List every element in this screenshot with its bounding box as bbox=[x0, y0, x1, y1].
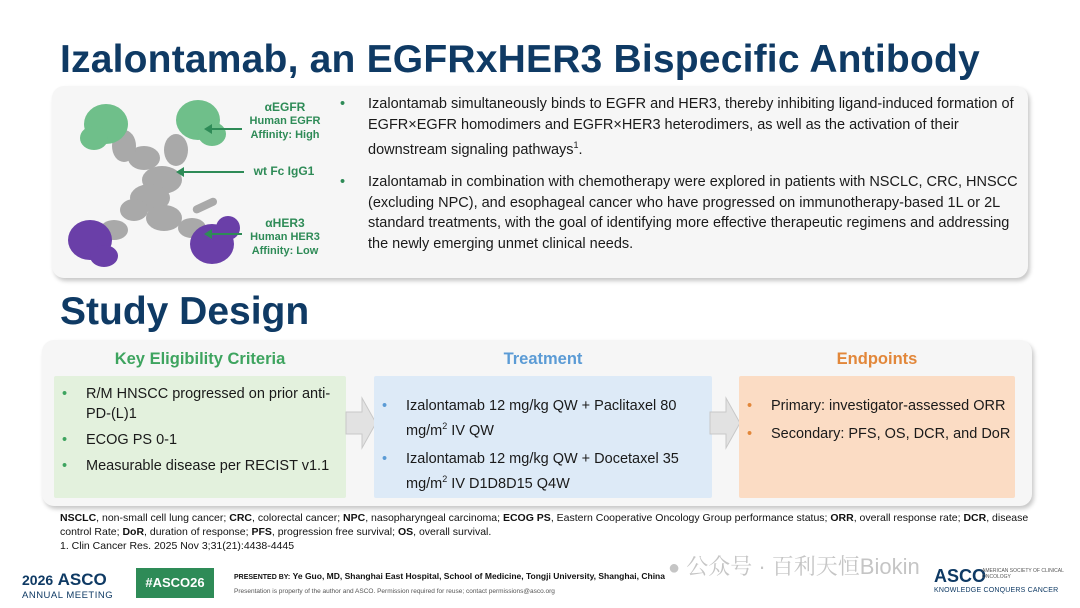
endpoint-item: • Secondary: PFS, OS, DCR, and DoR bbox=[747, 426, 1011, 442]
asco-logo-text: ASCO bbox=[934, 566, 987, 586]
endpoints-panel bbox=[739, 376, 1015, 498]
intro-bullet-text: Izalontamab in combination with chemotherapy were explored in patients with NSCLC, CRC, HNSCC (excluding NPC), and esophageal cancer who have progressed on immunotherapy-based 1L or 2L standard treatments, with the goal of identifying more effective therapeutic regimens and addressing the newly emerging unmet clinical needs. bbox=[368, 174, 1018, 252]
intro-bullets bbox=[340, 94, 1020, 266]
fc-arrow bbox=[182, 171, 244, 173]
eligibility-item: • ECOG PS 0-1 bbox=[62, 432, 178, 448]
eligibility-item: • R/M HNSCC progressed on prior anti-PD-(L)1 bbox=[62, 386, 331, 422]
intro-bullet: • Izalontamab simultaneously binds to EGFR and HER3, thereby inhibiting ligand-induced formation of EGFR×EGFR homodimers and EGFR×HER3 heterodimers, as well as the activation of their downstream signaling pathways$^1$. bbox=[340, 96, 1014, 158]
meeting-org: ASCO bbox=[57, 570, 107, 589]
egfr-arrow bbox=[210, 128, 242, 130]
bullet-icon: • bbox=[340, 96, 346, 112]
treatment-item: • Izalontamab 12 mg/kg QW + Docetaxel 35 $mg/m^2$ IV D1D8D15 Q4W bbox=[382, 450, 679, 492]
egfr-label-line2: Human EGFR bbox=[249, 115, 321, 127]
abbreviations: NSCLC, non-small cell lung cancer; CRC, colorectal cancer; NPC, nasopharyngeal carcinoma; ECOG PS, Eastern Cooperative Oncology Group performance status; ORR, overall response rate; DCR, disease control Rate; DoR, duration of response; PFS, progression free survival; OS, overall survival. bbox=[60, 512, 1029, 538]
egfr-label-line3: Affinity: High bbox=[250, 129, 320, 141]
copyright-notice: Presentation is property of the author and ASCO. Permission required for reuse; contact permissions@asco.org bbox=[234, 588, 555, 595]
eligibility-header: Key Eligibility Criteria bbox=[114, 350, 286, 368]
eligibility-panel bbox=[54, 376, 346, 498]
endpoint-item: • Primary: investigator-assessed ORR bbox=[747, 398, 1006, 414]
antibody-structure-image bbox=[64, 90, 254, 272]
mechanism-box bbox=[52, 86, 1028, 278]
her3-label bbox=[242, 216, 328, 258]
footnote bbox=[60, 511, 1050, 553]
bullet-icon: • bbox=[340, 174, 346, 191]
presenter-name: Ye Guo, MD, Shanghai East Hospital, School of Medicine, Tongji University, Shanghai, China bbox=[292, 571, 665, 581]
her3-label-line3: Affinity: Low bbox=[251, 245, 319, 257]
fc-label: wt Fc IgG1 bbox=[253, 164, 315, 178]
her3-label-line1: αHER3 bbox=[265, 216, 305, 230]
wechat-watermark bbox=[668, 550, 920, 581]
slide-title: Izalontamab, an EGFRxHER3 Bispecific Antibody bbox=[60, 38, 980, 81]
hashtag-text: #ASCO26 bbox=[145, 575, 205, 590]
chevron-right-icon bbox=[344, 392, 378, 454]
wechat-icon: ● bbox=[668, 557, 681, 579]
chevron-right-icon bbox=[708, 392, 742, 454]
watermark-text: 公众号 · 百利天恒Biokin bbox=[686, 554, 920, 579]
asco-logo bbox=[934, 566, 1064, 594]
slide-footer bbox=[0, 554, 1080, 608]
her3-label-line2: Human HER3 bbox=[250, 231, 320, 243]
egfr-label bbox=[242, 100, 328, 142]
endpoints-header: Endpoints bbox=[836, 350, 918, 368]
presenter-line bbox=[234, 571, 665, 581]
asco-tagline: KNOWLEDGE CONQUERS CANCER bbox=[934, 587, 1059, 594]
egfr-label-line1: αEGFR bbox=[264, 100, 306, 114]
intro-bullet-text: Izalontamab simultaneously binds to EGFR and HER3, thereby inhibiting ligand-induced formation of EGFR×EGFR homodimers and EGFR×HER3 heterodimers, as well as the activation of their downstream signaling pathways bbox=[368, 96, 1014, 158]
study-design-title: Study Design bbox=[60, 290, 310, 333]
her3-arrow bbox=[210, 233, 242, 235]
meeting-subtitle: ANNUAL MEETING bbox=[22, 590, 114, 601]
presented-by-label: PRESENTED BY: bbox=[234, 574, 291, 581]
eligibility-item: • Measurable disease per RECIST v1.1 bbox=[62, 458, 330, 474]
intro-bullet bbox=[340, 172, 1020, 254]
meeting-year: 2026 bbox=[22, 572, 54, 588]
treatment-item: • Izalontamab 12 mg/kg QW + Paclitaxel 80 $mg/m^2$ IV QW bbox=[382, 398, 677, 439]
meeting-logo bbox=[22, 570, 122, 601]
asco-society-text: AMERICAN SOCIETY OF CLINICAL ONCOLOGY bbox=[982, 568, 1064, 580]
reference: 1. Clin Cancer Res. 2025 Nov 3;31(21):4438-4445 bbox=[60, 540, 295, 552]
citation-superscript: 1 bbox=[573, 140, 579, 150]
hashtag-badge bbox=[136, 568, 214, 598]
treatment-panel bbox=[374, 376, 712, 498]
treatment-header: Treatment bbox=[503, 350, 583, 368]
study-design-box bbox=[42, 340, 1032, 506]
